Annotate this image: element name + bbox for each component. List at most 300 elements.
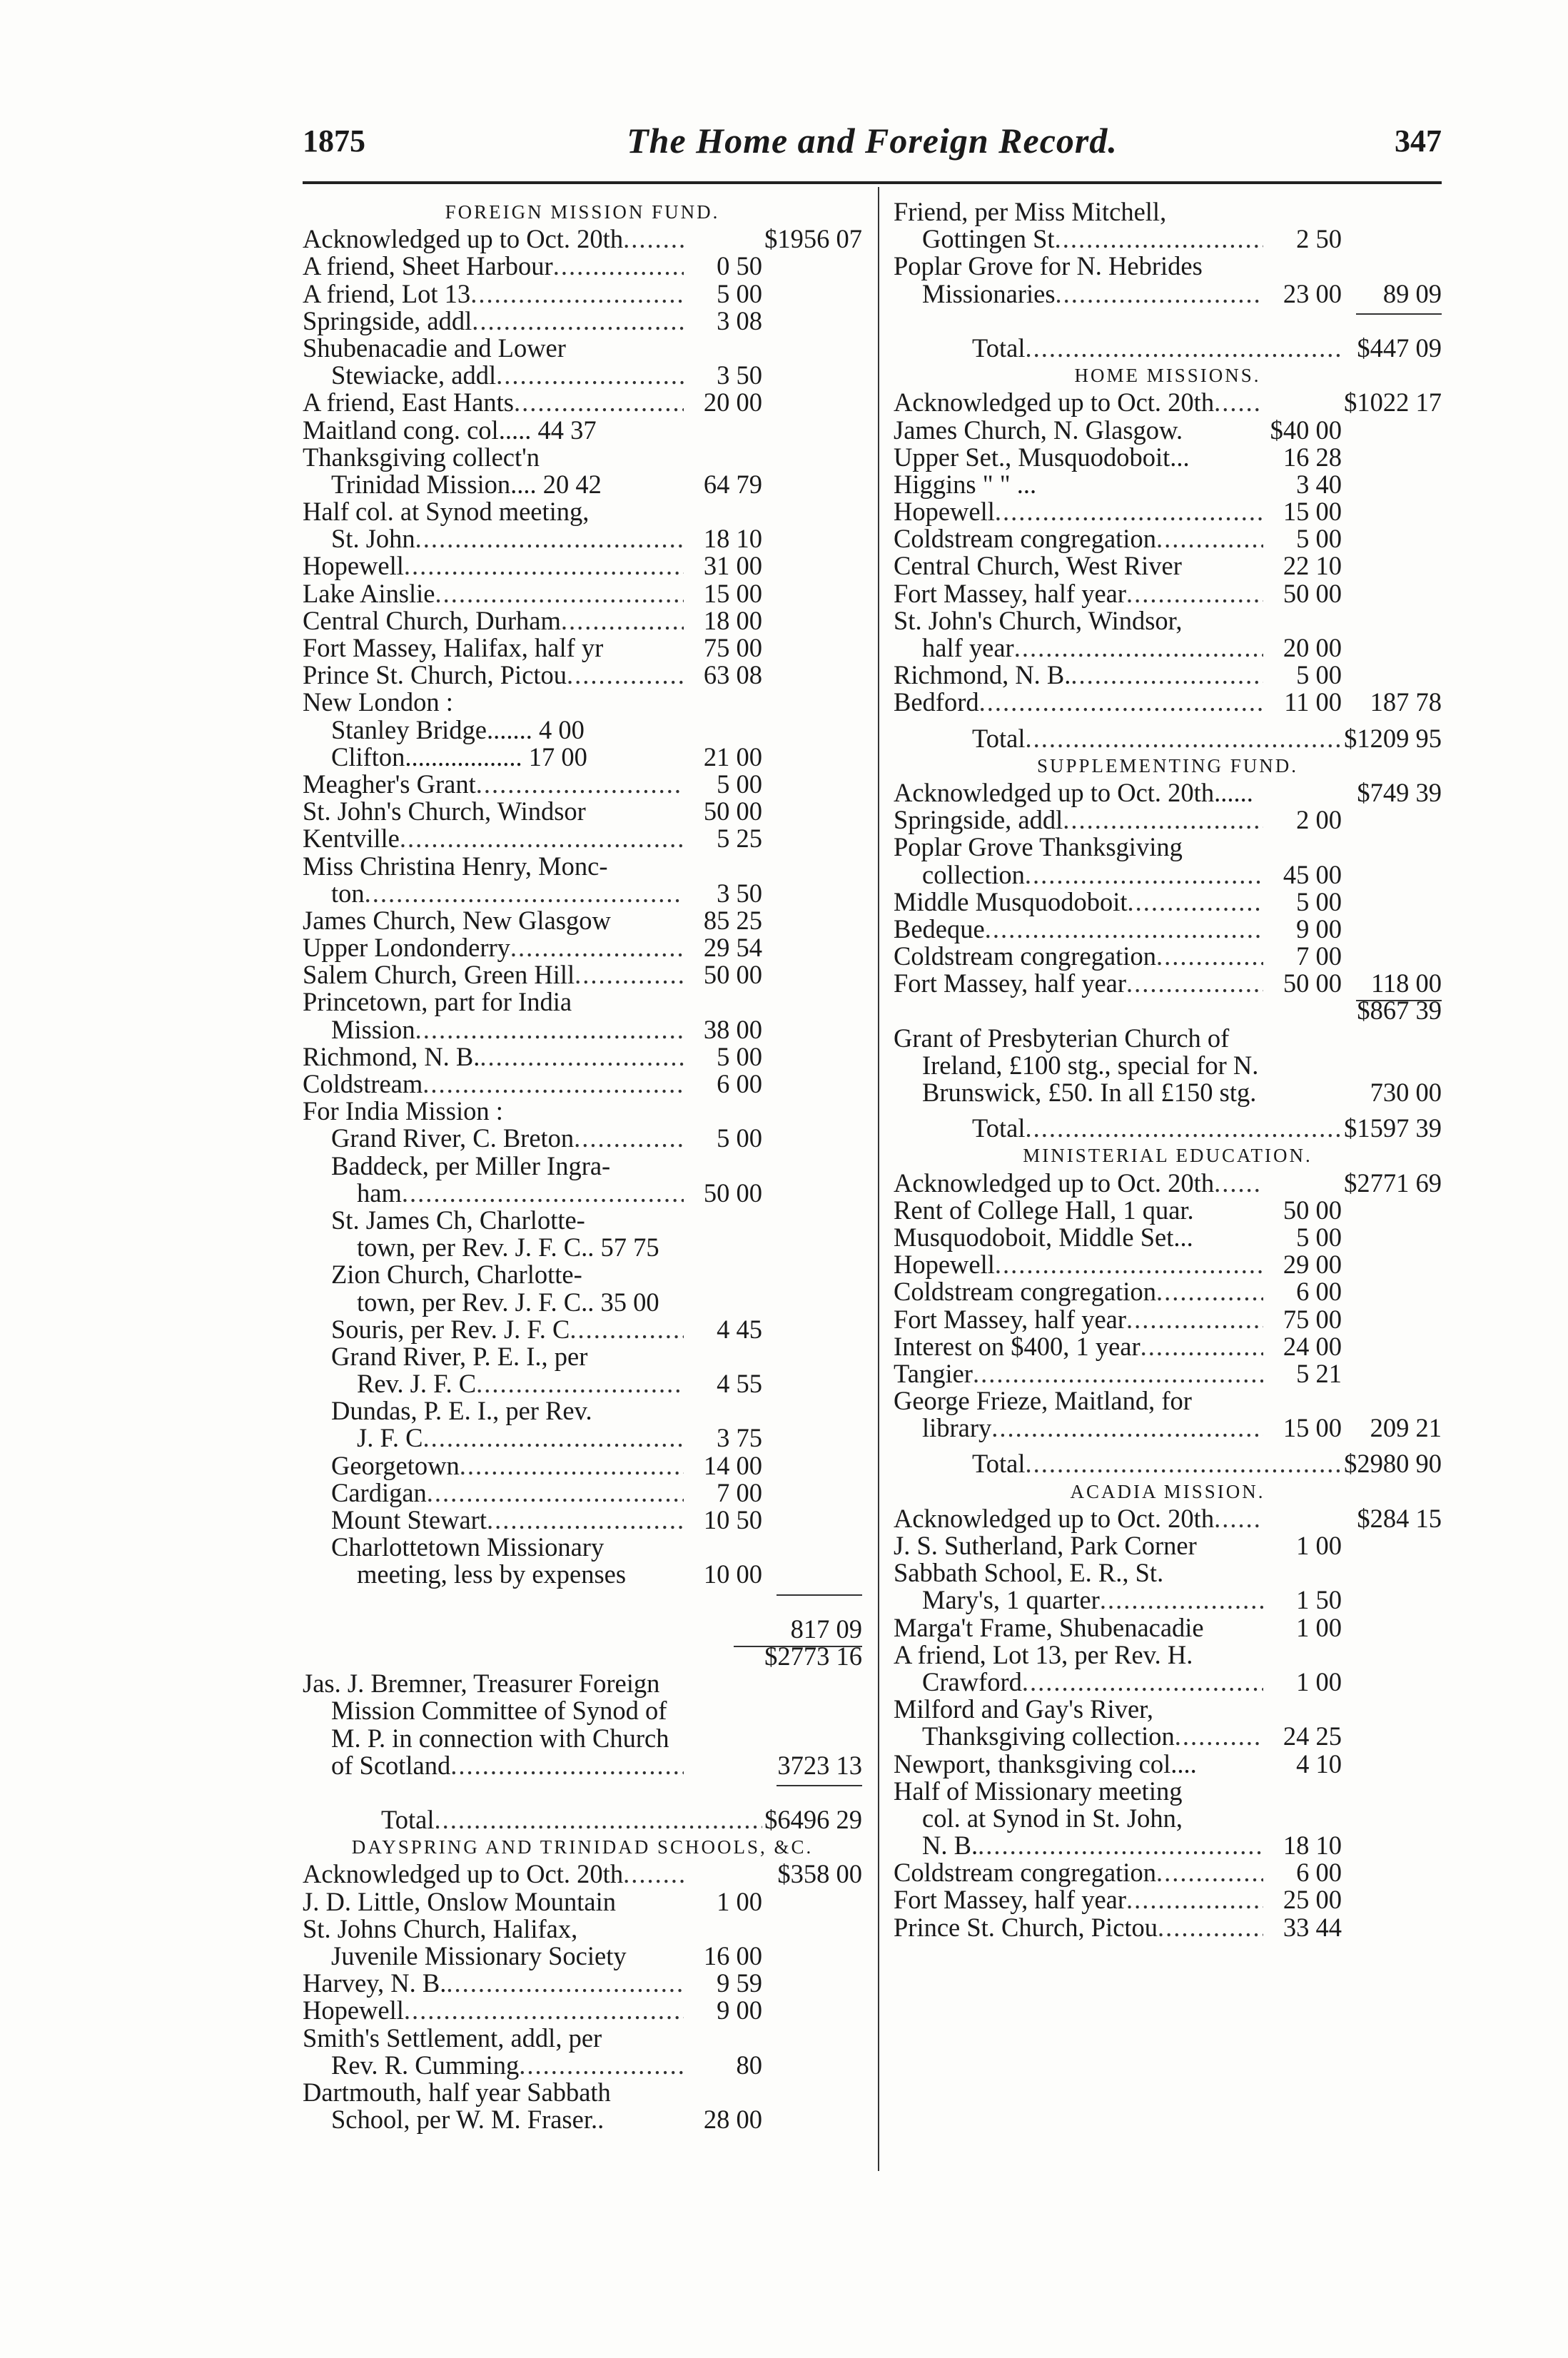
ledger-entry	[303, 253, 862, 280]
ledger-entry	[894, 943, 1442, 970]
ledger-entry	[303, 552, 862, 580]
entry-label: Kentville	[303, 824, 400, 854]
ledger-entry	[303, 1043, 862, 1071]
ledger-entry	[303, 1180, 862, 1207]
entry-label: Clifton.................. 17 00	[331, 742, 587, 771]
entry-amount: 1 00	[1296, 1666, 1342, 1696]
entry-amount: 2 50	[1296, 224, 1342, 254]
ledger-entry	[303, 305, 862, 335]
entry-label: St. James Ch, Charlotte-	[331, 1205, 585, 1235]
ledger-entry	[303, 280, 862, 308]
supp-total-row	[894, 1115, 1442, 1142]
entry-amount: 16 28	[1283, 442, 1342, 472]
entry-amount: 50 00	[703, 796, 762, 826]
entry-label: Rev. R. Cumming	[331, 2050, 520, 2080]
ledger-entry	[303, 580, 862, 607]
ledger-entry	[894, 1224, 1442, 1251]
ledger-entry	[303, 1234, 862, 1261]
ledger-entry	[894, 226, 1442, 253]
ledger-entry	[894, 498, 1442, 525]
bremner-list	[303, 1670, 862, 1779]
entry-label: Rent of College Hall, 1 quar.	[894, 1195, 1194, 1225]
entry-label: Acknowledged up to Oct. 20th	[894, 1168, 1215, 1198]
ledger-entry	[303, 226, 862, 253]
header-year: 1875	[303, 123, 365, 158]
entry-amount: 16 00	[703, 1941, 762, 1970]
entry-amount: 1 00	[1296, 1612, 1342, 1642]
ledger-entry	[894, 280, 1442, 308]
entry-label: M. P. in connection with Church	[331, 1723, 669, 1753]
entry-amount: 1 00	[1296, 1531, 1342, 1560]
entry-label: Central Church, Durham	[303, 605, 561, 635]
entry-amount: 7 00	[717, 1477, 762, 1507]
entry-label: Grant of Presbyterian Church of	[894, 1023, 1230, 1053]
entry-label: School, per W. M. Fraser..	[331, 2105, 605, 2135]
entry-amount: 4 10	[1296, 1749, 1342, 1778]
ledger-entry	[894, 1751, 1442, 1778]
entry-total: $1956 07	[764, 224, 862, 254]
entry-label: Grand River, P. E. I., per	[331, 1341, 588, 1371]
ledger-entry	[894, 389, 1442, 416]
entry-label: Prince St. Church, Pictou	[894, 1912, 1158, 1942]
entry-amount: 38 00	[703, 1014, 762, 1044]
entry-label: Princetown, part for India	[303, 987, 572, 1017]
entry-label: Thanksgiving collect'n	[303, 442, 540, 472]
ledger-entry	[894, 1505, 1442, 1532]
ledger-entry	[894, 1778, 1442, 1805]
ledger-entry	[894, 1170, 1442, 1197]
entry-amount: 15 00	[1283, 1413, 1342, 1443]
ledger-entry	[894, 471, 1442, 498]
ledger-entry	[303, 1452, 862, 1479]
ledger-entry	[894, 1859, 1442, 1886]
entry-label: Missionaries	[922, 278, 1056, 308]
entry-amount: 18 10	[1283, 1831, 1342, 1861]
ledger-entry	[303, 1289, 862, 1316]
ledger-entry	[303, 2025, 862, 2052]
entry-total: 3723 13	[777, 1750, 862, 1780]
entry-total: $2771 69	[1344, 1168, 1442, 1198]
ledger-entry	[894, 1079, 1442, 1106]
entry-amount: 9 00	[1296, 914, 1342, 943]
entry-amount: 24 00	[1283, 1331, 1342, 1361]
foreign-total-row	[303, 1806, 862, 1833]
ledger-entry	[303, 662, 862, 689]
entry-label: Gottingen St	[922, 224, 1055, 254]
entry-amount: 3 50	[717, 878, 762, 908]
ledger-entry	[303, 362, 862, 389]
entry-label: Miss Christina Henry, Monc-	[303, 851, 608, 881]
entry-label: Fort Massey, half year	[894, 1885, 1127, 1915]
ledger-entry	[303, 525, 862, 552]
ledger-entry	[894, 1696, 1442, 1723]
entry-label: For India Mission :	[303, 1096, 503, 1126]
dayspring-list	[303, 1861, 862, 2133]
entry-label: George Frieze, Maitland, for	[894, 1386, 1192, 1416]
entry-amount: 50 00	[1283, 1195, 1342, 1225]
entry-label: Smith's Settlement, addl, per	[303, 2023, 602, 2053]
entry-label: J. S. Sutherland, Park Corner	[894, 1531, 1197, 1560]
entry-amount: 50 00	[703, 960, 762, 990]
column-divider	[878, 187, 879, 2171]
ledger-entry	[303, 2052, 862, 2079]
entry-total: 730 00	[1370, 1078, 1442, 1107]
foreign-sum: $2773 16	[764, 1641, 862, 1671]
entry-label: Interest on $400, 1 year	[894, 1331, 1140, 1361]
section-heading: DAYSPRING AND TRINIDAD SCHOOLS, &C.	[351, 1836, 814, 1858]
ledger-entry	[303, 744, 862, 771]
entry-label: Upper Set., Musquodoboit...	[894, 442, 1190, 472]
entry-label: Fort Massey, half year	[894, 1304, 1127, 1334]
entry-total: $1022 17	[1344, 388, 1442, 418]
india-subtotal-row	[303, 1616, 862, 1643]
entry-label: Thanksgiving collection	[922, 1721, 1175, 1751]
section-heading: HOME MISSIONS.	[1074, 365, 1261, 387]
entry-label: col. at Synod in St. John,	[922, 1803, 1183, 1833]
entry-amount: 1 00	[717, 1886, 762, 1916]
entry-amount: 5 00	[1296, 660, 1342, 690]
entry-label: Harvey, N. B.	[303, 1968, 447, 1998]
ledger-entry	[303, 1479, 862, 1507]
entry-label: town, per Rev. J. F. C.. 35 00	[357, 1287, 659, 1317]
ledger-entry	[894, 607, 1442, 634]
dayspring-total-row	[894, 335, 1442, 362]
ledger-entry	[303, 1697, 862, 1724]
entry-label: Springside, addl	[894, 805, 1063, 835]
ledger-entry	[303, 634, 862, 662]
entry-label: J. D. Little, Onslow Mountain	[303, 1886, 616, 1916]
entry-total: 187 78	[1370, 687, 1442, 717]
ledger-entry	[894, 1052, 1442, 1079]
entry-amount: 25 00	[1283, 1885, 1342, 1915]
entry-label: Salem Church, Green Hill	[303, 960, 575, 990]
ledger-entry	[303, 988, 862, 1016]
entry-label: Coldstream congregation	[894, 1858, 1156, 1888]
ledger-entry	[894, 1278, 1442, 1305]
ledger-entry	[894, 806, 1442, 834]
ledger-entry	[303, 934, 862, 961]
entry-label: Mission	[331, 1014, 415, 1044]
dayspring-total: $447 09	[1357, 333, 1442, 363]
entry-amount: 3 75	[717, 1423, 762, 1453]
entry-amount: $40 00	[1270, 415, 1342, 445]
ledger-entry	[303, 1943, 862, 1970]
entry-label: Upper Londonderry	[303, 933, 510, 963]
ledger-entry	[894, 861, 1442, 889]
entry-label: meeting, less by expenses	[357, 1559, 627, 1589]
entry-label: library	[922, 1413, 992, 1443]
entry-label: Friend, per Miss Mitchell,	[894, 197, 1167, 226]
ledger-entry	[303, 1316, 862, 1343]
entry-amount: 10 00	[703, 1559, 762, 1589]
entry-label: Acknowledged up to Oct. 20th	[894, 1503, 1215, 1533]
ledger-entry	[894, 444, 1442, 471]
ledger-entry	[303, 1098, 862, 1125]
entry-amount: 4 45	[717, 1314, 762, 1344]
ledger-entry	[894, 417, 1442, 444]
entry-label: Marga't Frame, Shubenacadie	[894, 1612, 1204, 1642]
entry-amount: 4 55	[717, 1369, 762, 1399]
acadia-list	[894, 1505, 1442, 1941]
total-label: Total	[972, 723, 1026, 753]
ledger-entry	[894, 634, 1442, 662]
entry-label: Cardigan	[331, 1477, 427, 1507]
entry-amount: 9 00	[717, 1995, 762, 2025]
right-column	[894, 198, 1442, 1941]
entry-label: Hopewell	[303, 551, 404, 581]
ledger-entry	[894, 198, 1442, 226]
entry-amount: 10 50	[703, 1505, 762, 1534]
entry-label: New London :	[303, 687, 453, 717]
entry-amount: 45 00	[1283, 859, 1342, 889]
entry-total: 118 00	[1370, 968, 1442, 998]
entry-label: James Church, New Glasgow	[303, 905, 611, 935]
entry-label: Jas. J. Bremner, Treasurer Foreign	[303, 1669, 660, 1699]
header-title: The Home and Foreign Record.	[627, 121, 1118, 161]
entry-label: Zion Church, Charlotte-	[331, 1260, 582, 1290]
ledger-entry	[303, 1207, 862, 1234]
entry-amount: 3 50	[717, 360, 762, 390]
entry-label: Lake Ainslie	[303, 578, 435, 608]
ledger-entry	[303, 1370, 862, 1397]
entry-label: town, per Rev. J. F. C.. 57 75	[357, 1233, 659, 1263]
entry-amount: 18 10	[703, 524, 762, 554]
ledger-entry	[303, 1150, 862, 1180]
ledger-entry	[894, 689, 1442, 716]
entry-label: Brunswick, £50. In all £150 stg.	[922, 1078, 1257, 1107]
entry-label: Maitland cong. col..... 44 37	[303, 415, 597, 445]
ledger-entry	[303, 1913, 862, 1943]
ledger-entry	[894, 886, 1442, 916]
entry-amount: 0 50	[717, 251, 762, 281]
entry-amount: 11 00	[1284, 687, 1342, 717]
entry-amount: 15 00	[1283, 497, 1342, 527]
entry-label: Richmond, N. B.	[303, 1041, 480, 1071]
ledger-entry	[303, 853, 862, 880]
entry-amount: 31 00	[703, 551, 762, 581]
entry-amount: 15 00	[703, 578, 762, 608]
entry-label: Half col. at Synod meeting,	[303, 497, 590, 527]
grant-list	[894, 1025, 1442, 1107]
entry-label: Crawford	[922, 1666, 1022, 1696]
ledger-entry	[894, 1666, 1442, 1696]
entry-amount: 29 54	[703, 933, 762, 963]
entry-label: Dundas, P. E. I., per Rev.	[331, 1396, 592, 1426]
ledger-entry	[303, 498, 862, 525]
entry-amount: 5 00	[717, 769, 762, 799]
entry-label: Shubenacadie and Lower	[303, 333, 566, 363]
entry-amount: 1 50	[1296, 1585, 1342, 1615]
entry-amount: 80	[736, 2050, 762, 2080]
india-subtotal-row	[303, 1589, 862, 1616]
page-header	[303, 113, 1442, 177]
entry-amount: 9 59	[717, 1968, 762, 1998]
entry-label: Bedford	[894, 687, 979, 717]
entry-amount: 7 00	[1296, 941, 1342, 971]
entry-label: Georgetown	[331, 1450, 460, 1480]
entry-label: Poplar Grove for N. Hebrides	[894, 251, 1203, 281]
entry-label: Musquodoboit, Middle Set...	[894, 1222, 1193, 1252]
ledger-entry	[303, 1343, 862, 1370]
entry-label: Central Church, West River	[894, 551, 1182, 581]
min-total: $2980 90	[1344, 1449, 1442, 1479]
ledger-entry	[894, 1306, 1442, 1333]
ledger-entry	[894, 1415, 1442, 1442]
entry-label: ham	[357, 1178, 402, 1208]
ledger-entry	[894, 525, 1442, 552]
ledger-entry	[303, 1261, 862, 1288]
ledger-entry	[303, 1997, 862, 2024]
entry-amount: 23 00	[1283, 278, 1342, 308]
ledger-entry	[303, 389, 862, 416]
entry-label: Baddeck, per Miller Ingra-	[331, 1150, 611, 1180]
header-rule	[303, 181, 1442, 184]
ledger-entry	[894, 779, 1442, 806]
ledger-entry	[894, 1723, 1442, 1750]
entry-amount: 28 00	[703, 2105, 762, 2135]
entry-label: Poplar Grove Thanksgiving	[894, 832, 1183, 862]
entry-label: Grand River, C. Breton	[331, 1123, 575, 1153]
ledger-entry	[894, 1387, 1442, 1415]
supp-total: $1597 39	[1344, 1113, 1442, 1143]
ledger-entry	[303, 1752, 862, 1779]
ledger-entry	[303, 1670, 862, 1697]
entry-label: Hopewell	[894, 1250, 995, 1280]
entry-label: Half of Missionary meeting	[894, 1776, 1183, 1806]
ledger-entry	[303, 907, 862, 934]
ledger-entry	[894, 1641, 1442, 1669]
total-rule-row	[894, 308, 1442, 335]
entry-total: $358 00	[777, 1859, 862, 1889]
entry-amount: 29 00	[1283, 1250, 1342, 1280]
entry-amount: 50 00	[1283, 578, 1342, 608]
entry-amount: 75 00	[1283, 1304, 1342, 1334]
india-subtotal: 817 09	[790, 1614, 862, 1644]
entry-total: $749 39	[1357, 777, 1442, 807]
ledger-entry	[303, 771, 862, 798]
ledger-entry	[303, 2079, 862, 2106]
entry-label: Acknowledged up to Oct. 20th......	[894, 777, 1253, 807]
ledger-entry	[303, 607, 862, 634]
entry-amount: 50 00	[1283, 968, 1342, 998]
entry-amount: 5 00	[1296, 524, 1342, 554]
supp-sum: $867 39	[1357, 996, 1442, 1026]
entry-amount: 50 00	[703, 1178, 762, 1208]
entry-label: Mission Committee of Synod of	[331, 1696, 667, 1726]
entry-amount: 5 25	[717, 824, 762, 854]
entry-label: Acknowledged up to Oct. 20th	[303, 1859, 624, 1889]
entry-label: Richmond, N. B.	[894, 660, 1071, 690]
entry-amount: 3 40	[1296, 469, 1342, 499]
entry-amount: 2 00	[1296, 805, 1342, 835]
entry-label: Coldstream congregation	[894, 524, 1156, 554]
entry-label: Springside, addl	[303, 305, 472, 335]
total-label: Total	[972, 1449, 1026, 1479]
ledger-entry	[303, 2106, 862, 2133]
entry-amount: 20 00	[1283, 633, 1342, 662]
entry-amount: 5 00	[717, 1041, 762, 1071]
home-missions-list	[894, 389, 1442, 716]
entry-label: half year	[922, 633, 1014, 662]
total-label: Total	[972, 333, 1026, 363]
entry-label: Stewiacke, addl	[331, 360, 497, 390]
entry-total: 89 09	[1382, 278, 1442, 308]
ledger-entry	[303, 1016, 862, 1043]
entry-label: Milford and Gay's River,	[894, 1694, 1153, 1724]
ledger-entry	[894, 1197, 1442, 1224]
entry-label: A friend, East Hants	[303, 388, 514, 418]
ledger-entry	[303, 444, 862, 471]
ledger-entry	[894, 253, 1442, 280]
section-heading: FOREIGN MISSION FUND.	[445, 201, 720, 223]
ledger-entry	[303, 798, 862, 825]
ledger-entry	[303, 961, 862, 988]
entry-amount: 33 44	[1283, 1912, 1342, 1942]
entry-label: J. F. C	[357, 1423, 423, 1453]
ledger-entry	[894, 916, 1442, 943]
ledger-entry	[894, 1614, 1442, 1641]
entry-label: Fort Massey, half year	[894, 578, 1127, 608]
entry-amount: 5 00	[1296, 1222, 1342, 1252]
entry-label: Hopewell	[303, 1995, 404, 2025]
entry-label: St. Johns Church, Halifax,	[303, 1913, 578, 1943]
ledger-entry	[894, 1025, 1442, 1052]
entry-label: Charlottetown Missionary	[331, 1532, 605, 1562]
entry-label: Stanley Bridge....... 4 00	[331, 714, 585, 744]
total-label: Total	[972, 1113, 1026, 1143]
friend-list	[894, 198, 1442, 308]
entry-label: Dartmouth, half year Sabbath	[303, 2077, 611, 2107]
entry-label: James Church, N. Glasgow.	[894, 415, 1183, 445]
entry-label: A friend, Lot 13	[303, 278, 471, 308]
entry-label: Coldstream congregation	[894, 941, 1156, 971]
ledger-entry	[894, 834, 1442, 861]
ledger-entry	[894, 580, 1442, 607]
entry-amount: 24 25	[1283, 1721, 1342, 1751]
ministerial-list	[894, 1170, 1442, 1442]
ledger-entry	[303, 1507, 862, 1534]
total-rule-row	[303, 1779, 862, 1806]
ledger-entry	[303, 1425, 862, 1452]
entry-label: Acknowledged up to Oct. 20th	[894, 388, 1215, 418]
entry-label: Acknowledged up to Oct. 20th	[303, 224, 624, 254]
home-total-row	[894, 725, 1442, 752]
entry-label: St. John's Church, Windsor,	[894, 605, 1183, 635]
entry-amount: 22 10	[1283, 551, 1342, 581]
ledger-entry	[303, 1861, 862, 1888]
ledger-entry	[894, 1532, 1442, 1559]
foreign-sum-row	[303, 1643, 862, 1670]
entry-label: Fort Massey, Halifax, half yr	[303, 633, 604, 662]
entry-label: Mary's, 1 quarter	[922, 1585, 1100, 1615]
ledger-entry	[303, 1725, 862, 1752]
entry-label: St. John's Church, Windsor	[303, 796, 586, 826]
ledger-entry	[303, 1888, 862, 1916]
entry-amount: 5 21	[1296, 1358, 1342, 1388]
entry-label: Rev. J. F. C	[357, 1369, 477, 1399]
entry-amount: 6 00	[1296, 1277, 1342, 1307]
entry-amount: 64 79	[703, 469, 762, 499]
ledger-entry	[894, 1333, 1442, 1360]
entry-amount: 5 00	[1296, 886, 1342, 916]
ledger-entry	[303, 1125, 862, 1152]
ledger-entry	[303, 714, 862, 744]
entry-amount: 21 00	[703, 742, 762, 771]
left-column	[303, 198, 862, 2133]
ledger-entry	[303, 1970, 862, 1997]
foreign-total: $6496 29	[764, 1805, 862, 1835]
entry-amount: 3 08	[717, 305, 762, 335]
